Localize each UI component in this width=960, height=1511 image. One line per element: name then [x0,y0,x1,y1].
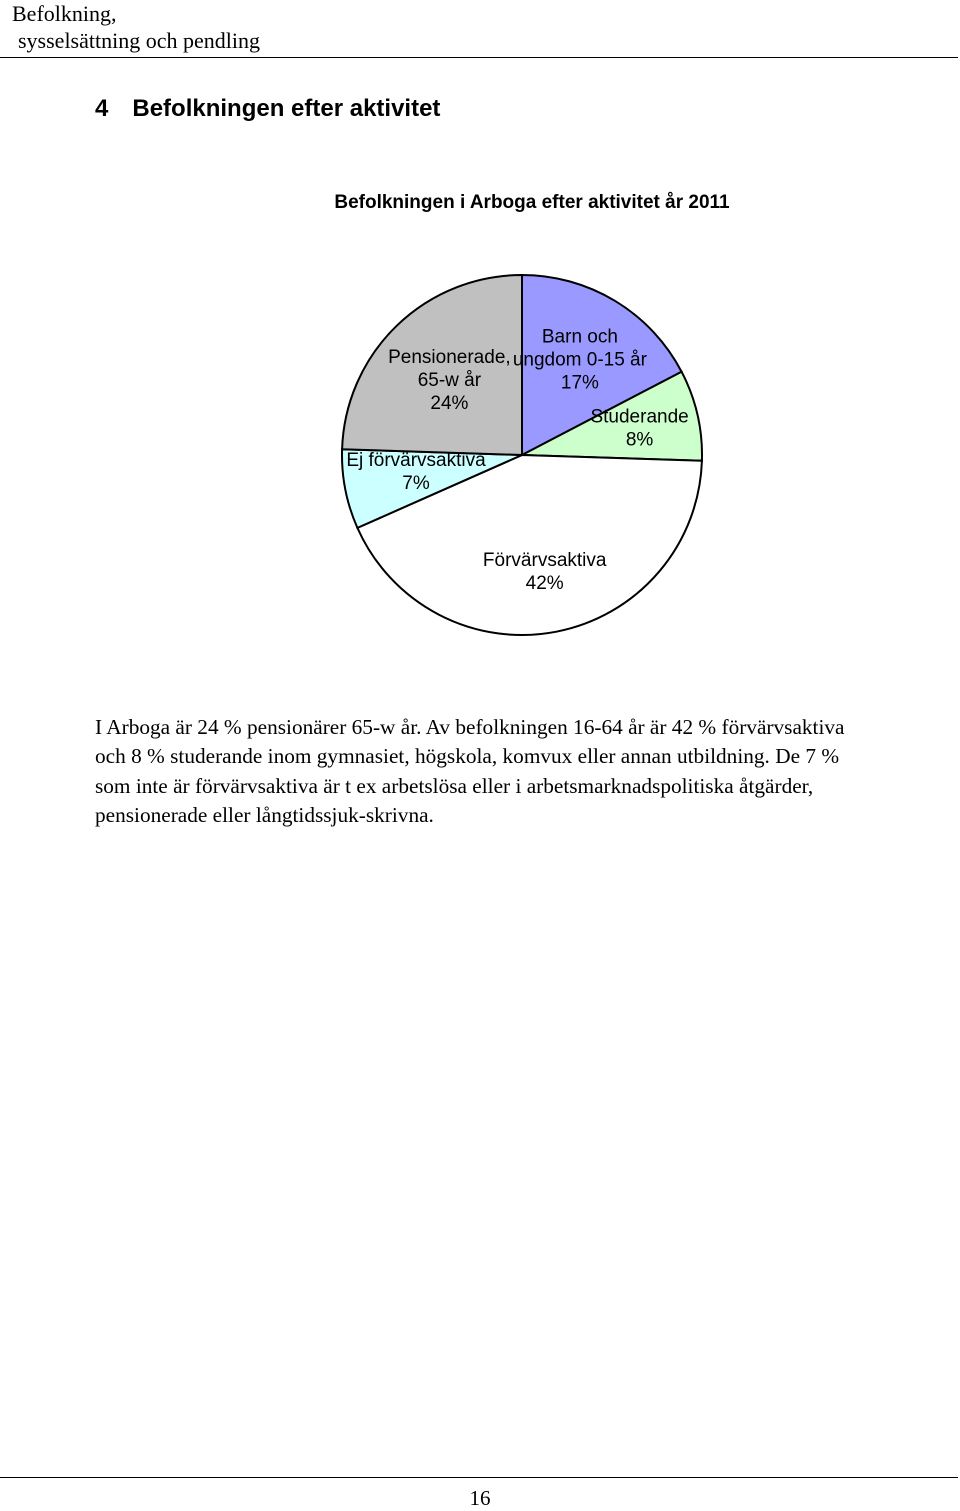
running-header-line-2: sysselsättning och pendling [18,28,260,53]
section-title: Befolkningen efter aktivitet [132,95,441,122]
pie-slice-category: 65-w år [417,370,482,391]
pie-slice-category: Förvärvsaktiva [482,550,607,572]
body-paragraph: I Arboga är 24 % pensionärer 65-w år. Av befolkningen 16-64 år är 42 % förvärvsaktiva och 8 % studerande inom gymnasiet, högskola, komvux eller annan utbildning. De 7 % som inte är förvärvsaktiva är t ex arbetslösa eller i arbetsmarknadspolitiska åtgärder, pensionerade eller långtidssjuk-skrivna. [95,715,845,828]
pie-slice-category: Barn och [541,326,618,348]
running-header [12,0,260,54]
pie-slice-value: 7% [402,473,430,495]
pie-slice-category: ungdom 0-15 år [512,349,647,371]
pie-slice-category: Ej förvärvsaktiva [346,450,486,472]
header-rule [0,57,958,58]
pie-chart-figure [0,180,960,650]
pie-chart [0,180,960,650]
section-heading [95,94,440,124]
pie-slice-category: Studerande [590,406,689,428]
chart-title: Befolkningen i Arboga efter aktivitet år 2011 [334,192,730,213]
pie-slice-value: 17% [560,372,599,394]
page-number: 16 [469,1486,491,1510]
pie-slice-value: 42% [525,573,564,595]
pie-slice-value: 24% [430,393,469,414]
pie-slice-category: Pensionerade, [388,347,511,368]
section-number: 4 [95,95,109,122]
pie-slice-value: 8% [625,429,654,451]
footer-rule [0,1477,958,1478]
running-header-line-1: Befolkning, [12,1,117,26]
